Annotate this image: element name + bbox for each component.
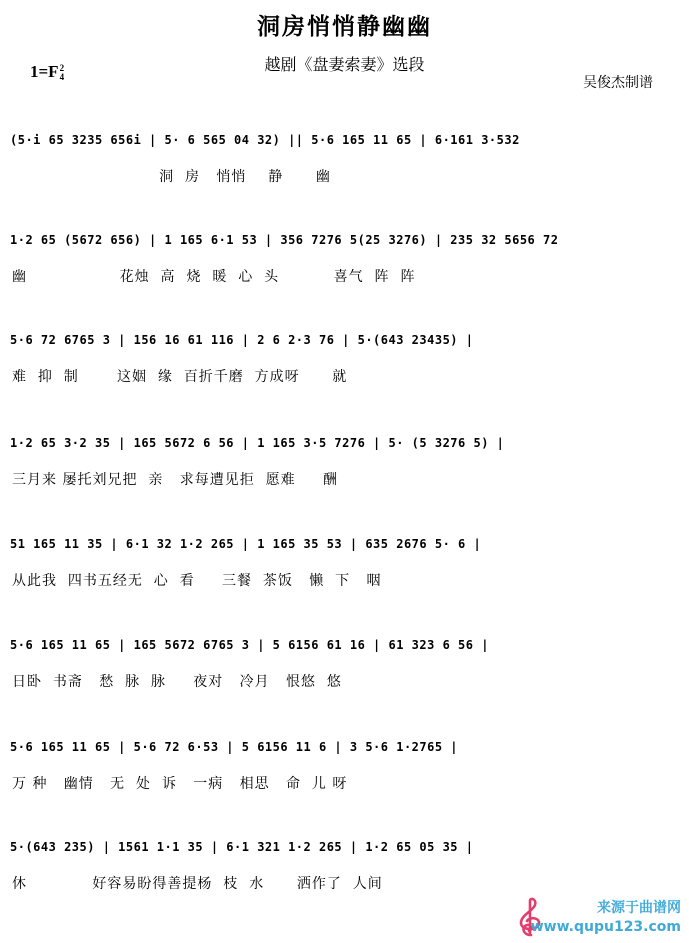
time-signature xyxy=(60,64,65,82)
score-subtitle: 越剧《盘妻索妻》选段 xyxy=(264,55,425,74)
time-denominator: 4 xyxy=(59,72,65,83)
notation-line: 5·(643 235) | 1561 1·1 35 | 6·1 321 1·2 265 | 1·2 65 05 35 | xyxy=(10,840,474,854)
score-system-4 xyxy=(0,436,689,506)
watermark-text: 来源于曲谱网 xyxy=(597,900,681,916)
score-system-1 xyxy=(0,133,689,203)
lyrics-line: 难 抑 制 这姻 缘 百折千磨 方成呀 就 xyxy=(12,369,348,385)
watermark-url[interactable]: www.qupu123.com xyxy=(530,919,681,935)
notation-line: 5·6 165 11 65 | 165 5672 6765 3 | 5 6156 61 16 | 61 323 6 56 | xyxy=(10,638,489,652)
score-system-3 xyxy=(0,333,689,403)
score-system-7 xyxy=(0,740,689,810)
lyrics-line: 洞 房 悄悄 静 幽 xyxy=(12,169,331,185)
score-title: 洞房悄悄静幽幽 xyxy=(257,13,432,40)
notation-line: 51 165 11 35 | 6·1 32 1·2 265 | 1 165 35 53 | 635 2676 5· 6 | xyxy=(10,537,482,551)
score-system-8 xyxy=(0,840,689,910)
notation-line: 5·6 72 6765 3 | 156 16 61 116 | 2 6 2·3 76 | 5·(643 23435) | xyxy=(10,333,474,347)
score-system-2 xyxy=(0,233,689,303)
notation-line: (5·i 65 3235 656i | 5· 6 565 04 32) || 5·6 165 11 65 | 6·161 3·532 xyxy=(10,133,520,147)
lyrics-line: 万 种 幽情 无 处 诉 一病 相思 命 儿 呀 xyxy=(12,776,348,792)
score-system-5 xyxy=(0,537,689,607)
key-signature xyxy=(30,62,64,82)
score-system-6 xyxy=(0,638,689,708)
lyrics-line: 日卧 书斋 愁 脉 脉 夜对 冷月 恨悠 悠 xyxy=(12,674,342,690)
lyrics-line: 三月来 屡托刘兄把 亲 求每遭见拒 愿难 酬 xyxy=(12,472,338,488)
key-label: 1=F xyxy=(30,62,59,81)
notation-line: 5·6 165 11 65 | 5·6 72 6·53 | 5 6156 11 6 | 3 5·6 1·2765 | xyxy=(10,740,459,754)
lyrics-line: 幽 花烛 高 烧 暖 心 头 喜气 阵 阵 xyxy=(12,269,416,285)
notation-line: 1·2 65 (5672 656) | 1 165 6·1 53 | 356 7276 5(25 3276) | 235 32 5656 72 xyxy=(10,233,559,247)
transcriber-credit: 吴俊杰制谱 xyxy=(583,75,653,91)
notation-line: 1·2 65 3·2 35 | 165 5672 6 56 | 1 165 3·5 7276 | 5· (5 3276 5) | xyxy=(10,436,505,450)
lyrics-line: 休 好容易盼得善提杨 枝 水 洒作了 人间 xyxy=(12,876,383,892)
time-numerator: 2 xyxy=(59,63,65,74)
lyrics-line: 从此我 四书五经无 心 看 三餐 茶饭 懒 下 咽 xyxy=(12,573,382,589)
